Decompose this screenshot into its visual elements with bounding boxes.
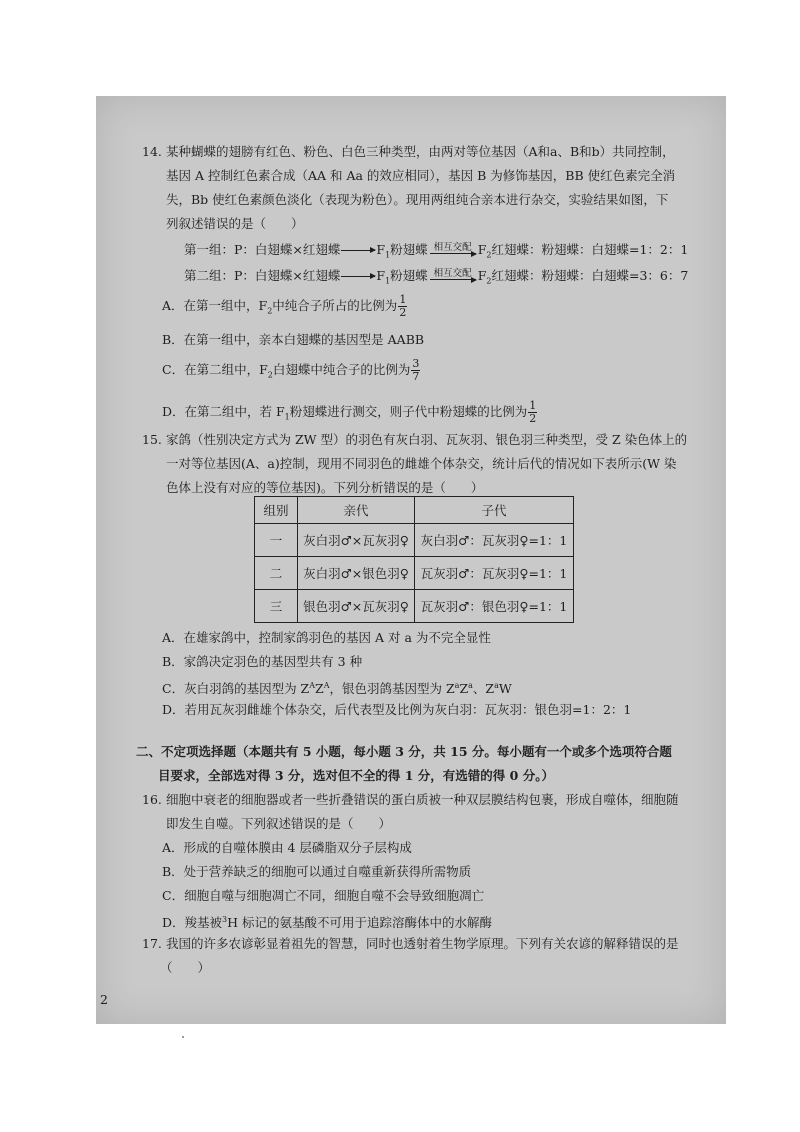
q15-option-c: C．灰白羽鸽的基因型为 $Z^AZ^A$，银色羽鸽基因型为 $Z^aZ^a$、$Z^aW$ bbox=[162, 681, 512, 697]
q15-number: 15. bbox=[142, 432, 162, 447]
fraction: $\frac{1}{2}$ bbox=[529, 399, 537, 425]
q14-option-b: B．在第一组中，亲本白翅蝶的基因型是 AABB bbox=[162, 332, 425, 347]
q15-stem-line3: 色体上没有对应的等位基因)。下列分析错误的是（ ） bbox=[166, 480, 484, 495]
arrow-icon bbox=[341, 250, 375, 251]
cross-arrow-label: 相互交配 bbox=[430, 269, 476, 280]
section2-heading-line2: 目要求，全部选对得 3 分，选对但不全的得 1 分，有选错的得 0 分。） bbox=[158, 768, 554, 783]
table-cell: 三 bbox=[255, 590, 298, 623]
page-number: 2 bbox=[100, 992, 108, 1007]
cross-arrow-label: 相互交配 bbox=[430, 243, 476, 254]
q15-option-d: D．若用瓦灰羽雌雄个体杂交，后代表型及比例为灰白羽：瓦灰羽：银色羽=1：2：1 bbox=[162, 702, 632, 717]
q14-number: 14. bbox=[142, 144, 162, 159]
q15-option-b: B．家鸽决定羽色的基因型共有 3 种 bbox=[162, 654, 363, 669]
q15-results-table bbox=[254, 496, 574, 623]
q14-option-a: A．在第一组中，$F_2$中纯合子所占的比例为 $\frac{1}{2}$ bbox=[162, 293, 407, 319]
q14-option-d: D．在第二组中，若 $F_1$粉翅蝶进行测交，则子代中粉翅蝶的比例为 $\frac{1}{2}$ bbox=[162, 399, 537, 425]
q16-stem-line1: 细胞中衰老的细胞器或者一些折叠错误的蛋白质被一种双层膜结构包裹，形成自噬体，细胞随 bbox=[166, 792, 679, 807]
q15-stem-line1: 家鸽（性别决定方式为 ZW 型）的羽色有灰白羽、瓦灰羽、银色羽三种类型，受 Z 染色体上的 bbox=[166, 432, 688, 447]
q17-answer-paren: （ ） bbox=[160, 960, 211, 975]
q14-stem-line1: 某种蝴蝶的翅膀有红色、粉色、白色三种类型，由两对等位基因（A和a、B和b）共同控制， bbox=[166, 144, 675, 159]
exam-page bbox=[96, 96, 726, 1024]
table-row bbox=[255, 557, 574, 590]
table-header: 组别 bbox=[255, 497, 298, 524]
q14-stem-line4: 列叙述错误的是（ ） bbox=[166, 216, 304, 231]
q17-stem: 我国的许多农谚彰显着祖先的智慧，同时也透射着生物学原理。下列有关农谚的解释错误的是 bbox=[166, 936, 679, 951]
q14-stem-line3: 失，Bb 使红色素颜色淡化（表现为粉色）。现用两组纯合亲本进行杂交，实验结果如图，下 bbox=[166, 192, 669, 207]
table-cell: 灰白羽♂×瓦灰羽♀ bbox=[298, 524, 415, 557]
table-cell: 瓦灰羽♂：银色羽♀=1：1 bbox=[415, 590, 574, 623]
table-header: 子代 bbox=[415, 497, 574, 524]
table-row bbox=[255, 590, 574, 623]
q16-stem-line2: 即发生自噬。下列叙述错误的是（ ） bbox=[166, 816, 392, 831]
table-cell: 一 bbox=[255, 524, 298, 557]
q16-option-d: D．羧基被$^3$H 标记的氨基酸不可用于追踪溶酶体中的水解酶 bbox=[162, 915, 493, 931]
q14-group2: 第二组：P：白翅蝶×红翅蝶 $F_1$粉翅蝶 相互交配 $F_2$红翅蝶：粉翅蝶：白翅蝶=3：6：7 bbox=[184, 268, 689, 286]
table-header-row bbox=[255, 497, 574, 524]
fraction: $\frac{1}{2}$ bbox=[399, 293, 407, 319]
q14-option-c: C．在第二组中，$F_2$白翅蝶中纯合子的比例为 $\frac{3}{7}$ bbox=[162, 357, 420, 383]
table-cell: 灰白羽♂：瓦灰羽♀=1：1 bbox=[415, 524, 574, 557]
table-cell: 二 bbox=[255, 557, 298, 590]
table-header: 亲代 bbox=[298, 497, 415, 524]
q16-option-a: A．形成的自噬体膜由 4 层磷脂双分子层构成 bbox=[162, 840, 412, 855]
table-row bbox=[255, 524, 574, 557]
q15-stem-line2: 一对等位基因(A、a)控制，现用不同羽色的雌雄个体杂交，统计后代的情况如下表所示(W 染 bbox=[166, 456, 677, 471]
section2-heading-line1: 二、不定项选择题（本题共有 5 小题，每小题 3 分，共 15 分。每小题有一个或多个选项符合题 bbox=[136, 744, 672, 759]
fraction: $\frac{3}{7}$ bbox=[412, 357, 420, 383]
q17-number: 17. bbox=[142, 936, 162, 951]
table-cell: 灰白羽♂×银色羽♀ bbox=[298, 557, 415, 590]
q14-group1: 第一组：P：白翅蝶×红翅蝶 $F_1$粉翅蝶 相互交配 $F_2$红翅蝶：粉翅蝶：白翅蝶=1：2：1 bbox=[184, 242, 689, 260]
q16-number: 16. bbox=[142, 792, 162, 807]
q16-option-c: C．细胞自噬与细胞凋亡不同，细胞自噬不会导致细胞凋亡 bbox=[162, 888, 485, 903]
table-cell: 银色羽♂×瓦灰羽♀ bbox=[298, 590, 415, 623]
q16-option-b: B．处于营养缺乏的细胞可以通过自噬重新获得所需物质 bbox=[162, 864, 472, 879]
q14-stem-line2: 基因 A 控制红色素合成（AA 和 Aa 的效应相同），基因 B 为修饰基因，BB 使红色素完全消 bbox=[166, 168, 676, 183]
arrow-icon bbox=[341, 276, 375, 277]
table-cell: 瓦灰羽♂：瓦灰羽♀=1：1 bbox=[415, 557, 574, 590]
q15-option-a: A．在雄家鸽中，控制家鸽羽色的基因 A 对 a 为不完全显性 bbox=[162, 630, 491, 645]
